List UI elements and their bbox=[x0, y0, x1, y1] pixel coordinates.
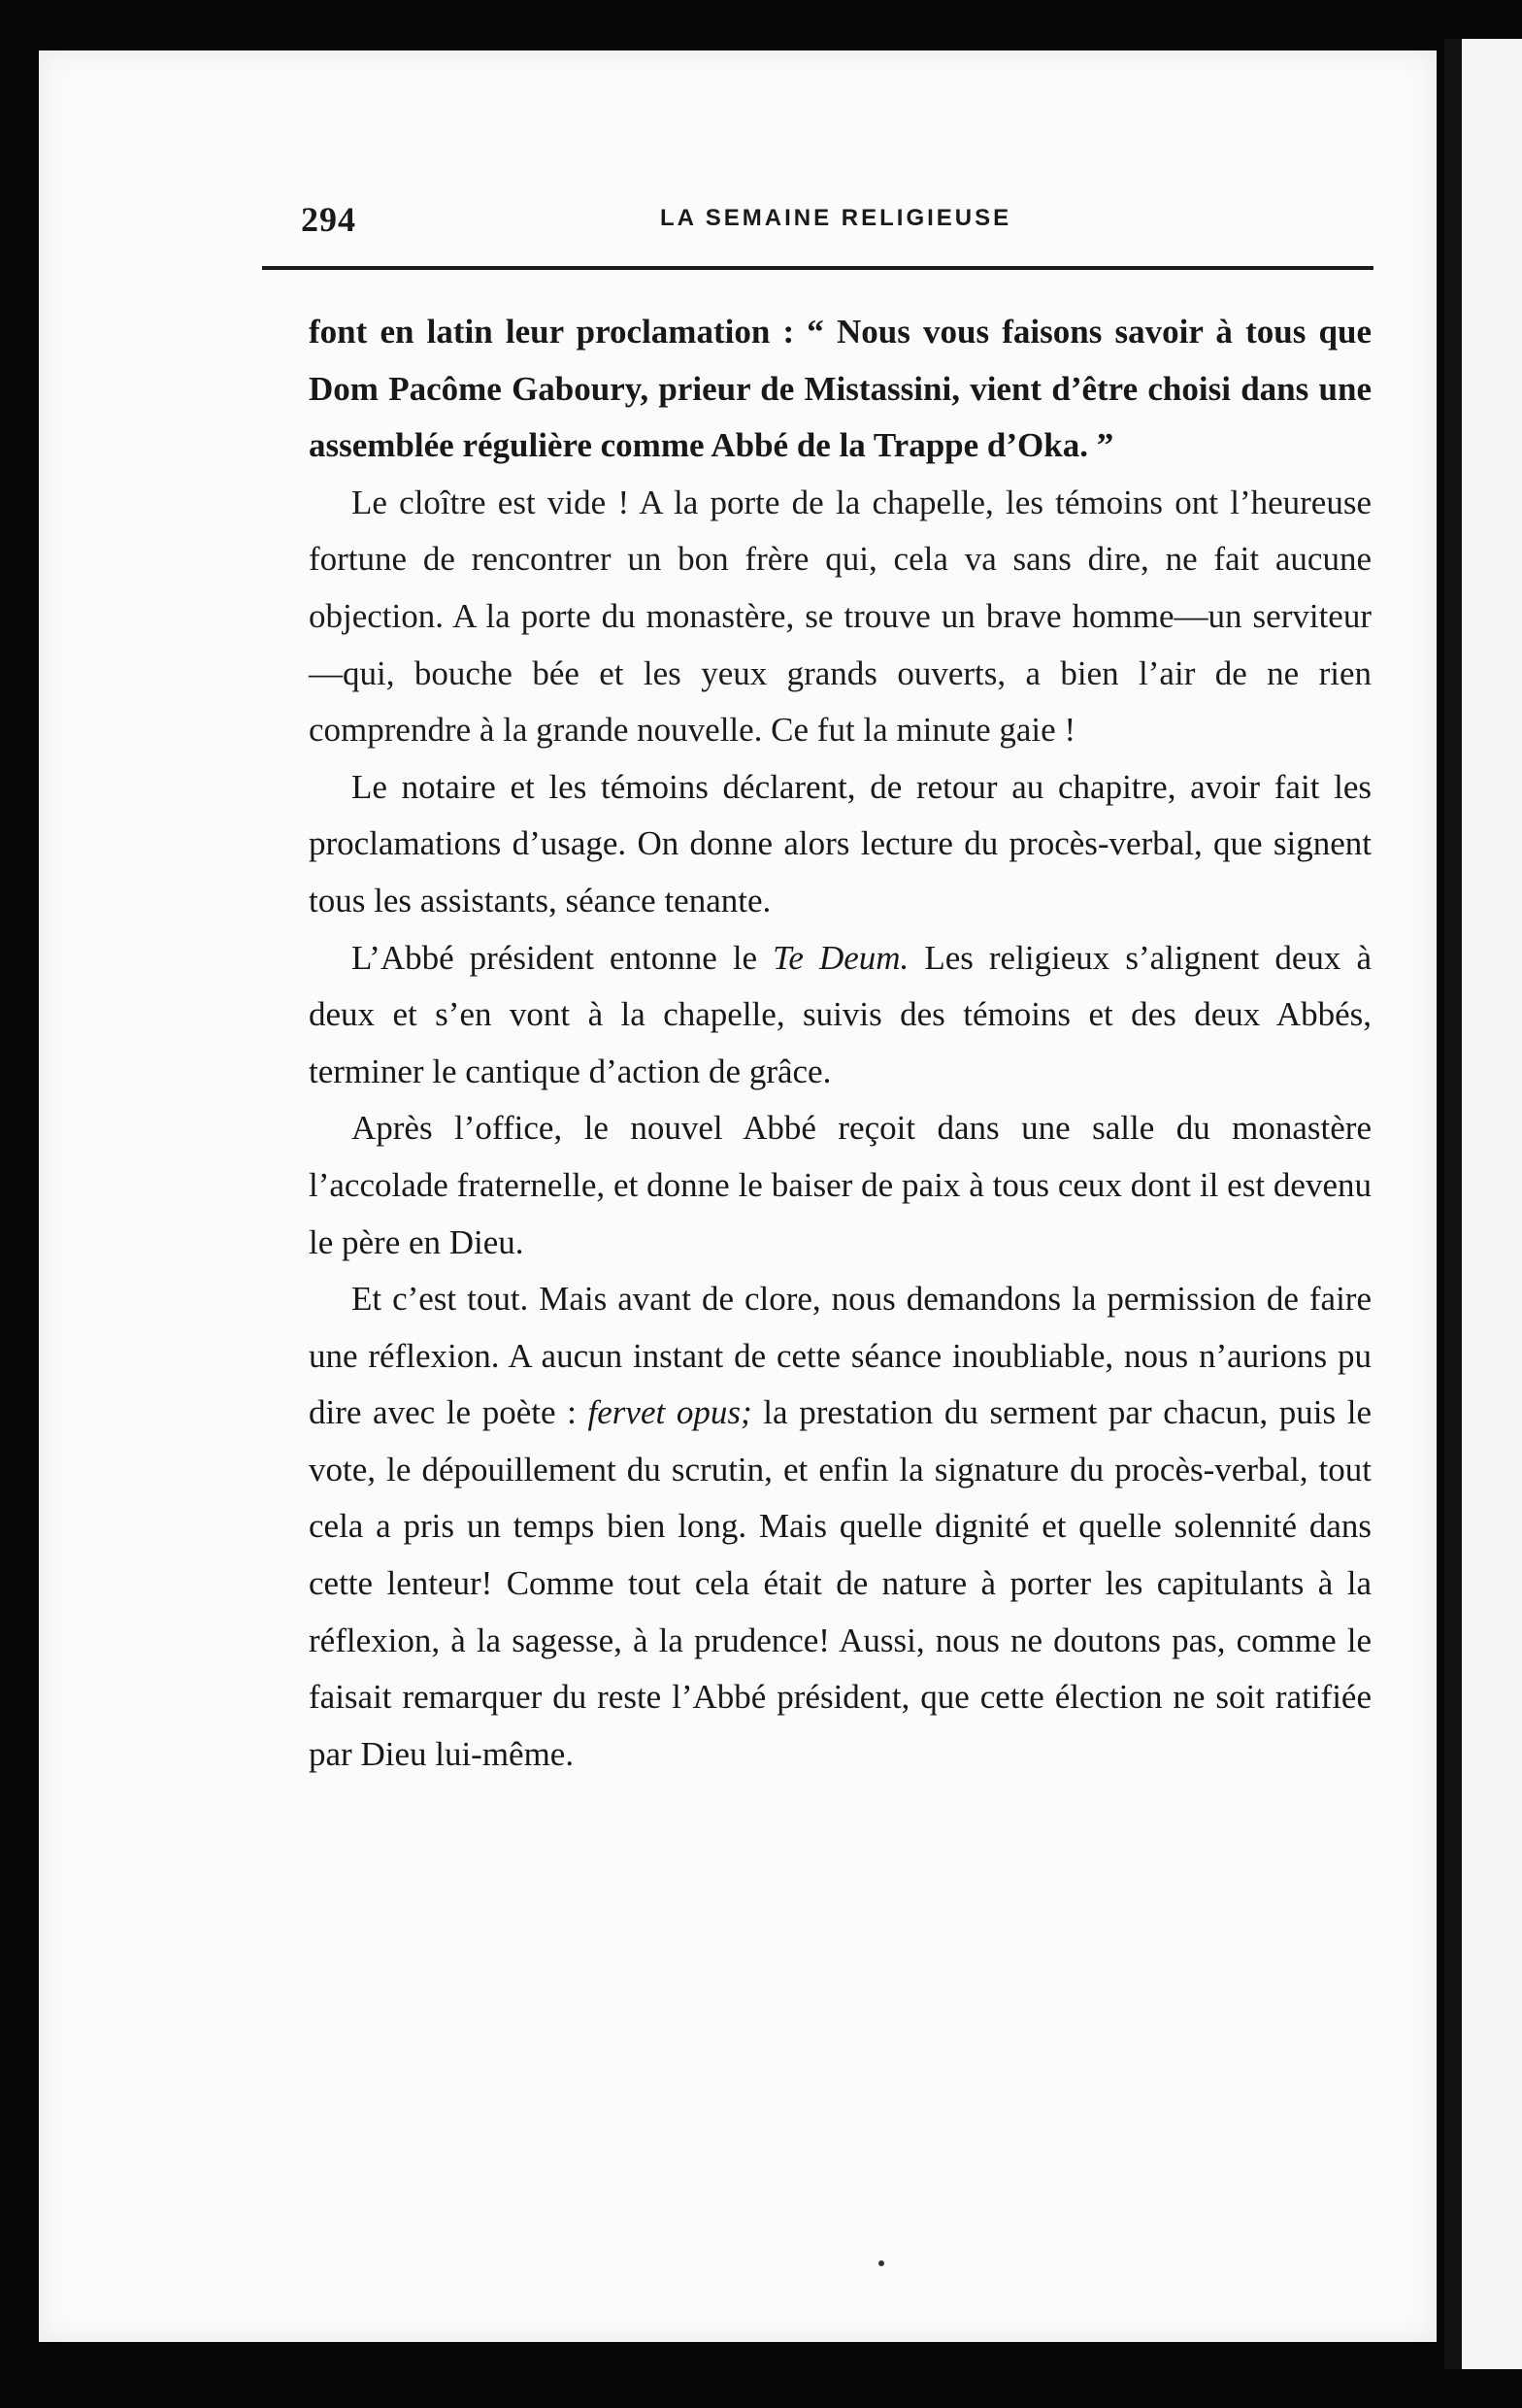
running-title: LA SEMAINE RELIGIEUSE bbox=[660, 205, 1012, 231]
header-rule bbox=[262, 266, 1373, 270]
paragraph-6 bbox=[309, 1271, 1372, 1783]
paragraph-2: Le cloître est vide ! A la porte de la chapelle, les témoins ont l’heureuse fortune de rencontrer un bon frère qui, cela va sans dire, ne fait aucune objection. A la porte du monastère, se trouve un brave homme—un serviteur—qui, bouche bée et les yeux grands ouverts, a bien l’air de ne rien comprendre à la grande nouvelle. Ce fut la minute gaie ! bbox=[309, 483, 1372, 750]
paragraph-4-text-start: L’Abbé président entonne le bbox=[351, 938, 774, 977]
paragraph-4-text-end: Les religieux s’alignent deux à deux et s’en vont à la chapelle, suivis des témoins et des deux Abbés, terminer le cantique d’action de grâce. bbox=[309, 938, 1372, 1090]
paragraph-4 bbox=[309, 930, 1372, 1101]
body-text bbox=[309, 304, 1372, 1783]
paragraph-5: Après l’office, le nouvel Abbé reçoit dans une salle du monastère l’accolade fraternelle, et donne le baiser de paix à tous ceux dont il est devenu le père en Dieu. bbox=[309, 1109, 1372, 1261]
paragraph-1: font en latin leur proclamation : “ Nous vous faisons savoir à tous que Dom Pacôme Gaboury, prieur de Mistassini, vient d’être choisi dans une assemblée régulière comme Abbé de la Trappe d’Oka. ” bbox=[309, 313, 1372, 465]
print-speck bbox=[878, 2260, 884, 2266]
page-number: 294 bbox=[301, 200, 356, 239]
te-deum-italic: Te Deum. bbox=[773, 938, 910, 977]
running-head bbox=[262, 199, 1373, 238]
paragraph-3: Le notaire et les témoins déclarent, de retour au chapitre, avoir fait les proclamations d’usage. On donne alors lecture du procès-verbal, que signent tous les assistants, séance tenante. bbox=[309, 767, 1372, 920]
fervet-opus-italic: fervet opus; bbox=[587, 1393, 752, 1432]
paragraph-6-text-end: la prestation du serment par chacun, puis le vote, le dépouillement du scrutin, et enfin la signature du procès-verbal, tout cela a pris un temps bien long. Mais quelle dignité et quelle solennité dans cette lenteur! Comme tout cela était de nature à porter les capitulants à la réflexion, à la sagesse, à la prudence! Aussi, nous ne doutons pas, comme le faisait remarquer du reste l’Abbé président, que cette élection ne soit ratifiée par Dieu lui-même. bbox=[309, 1393, 1373, 1773]
paragraph-6-text-start: Et c’est tout. Mais avant de clore, nous demandons la permission de faire une réflexion. A aucun instant de cette séance inoubliable, nous n’aurions pu dire avec le poète : bbox=[309, 1280, 1372, 1432]
adjacent-page-edge bbox=[1444, 39, 1522, 2369]
